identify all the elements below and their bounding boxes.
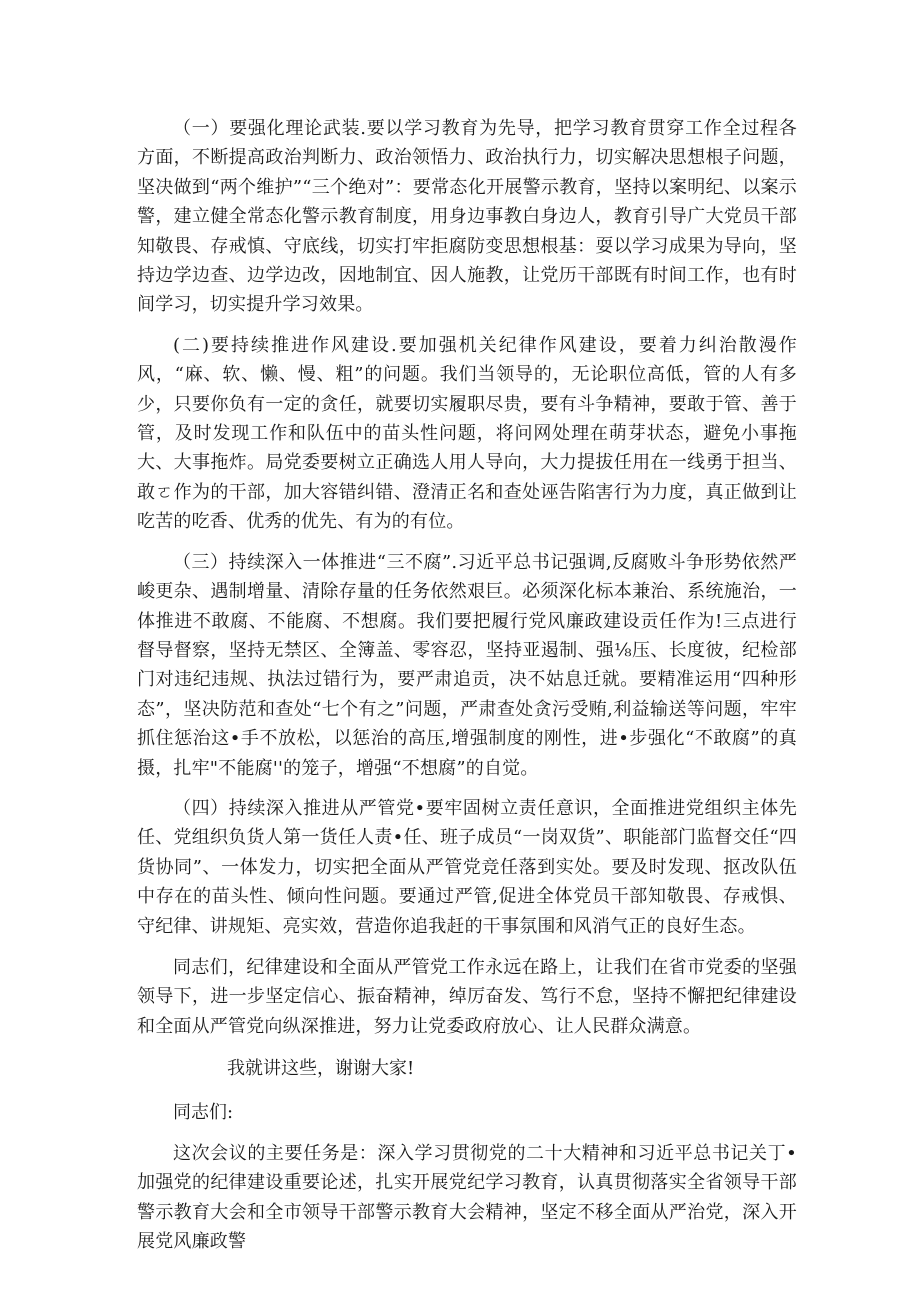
paragraph-meeting-tasks: 这次会议的主要任务是：深入学习贯彻党的二十大精神和习近平总书记关丁•加强党的纪律建设重要论述，扎实开展党纪学习教育，认真贯彻落实全省领导干部警示教育大会和全市领导干部警示教育大会精神，坚定不移全面从严治党，深入开展党风廉政警 bbox=[137, 1143, 797, 1253]
closing-remark: 我就讲这些，谢谢大家! bbox=[227, 1058, 415, 1080]
salutation: 同志们: bbox=[173, 1101, 234, 1123]
paragraph-three-no-corruption: （三）持续深入一体推进“三不腐”.习近平总书记强调,反腐败斗争形势依然严峻更杂、遇制增量、清除存量的任务依然艰巨。必须深化标本兼治、系统施治，一体推进不敢腐、不能腐、不想腐。我们要把履行党风廉政建设贡任作为!三点进行督导督察，坚持无禁区、全簿盖、零容忍，坚持亚遏制、强⅛压、长度彼，纪检部门对违纪违规、执法过错行为，要严肃追贡，决不姑息迁就。要精准运用“四种形态”，坚决防范和查处“七个有之”问题，严肃查处贪污受贿,利益输送等问题，牢牢抓住惩治这•手不放松，以惩治的高压,增强制度的刚性，进•步强化“不敢腐”的真摄，扎牢"不能腐''的笼子，增强“不想腐”的自觉。 bbox=[137, 551, 797, 779]
paragraph-work-style: (二)要持续推进作风建设.要加强机关纪律作风建设，要着力纠治散漫作风，“麻、软、懒、慢、粗”的问题。我们当领导的，无论职位高低，管的人有多少，只要你负有一定的贪任，就要切实履职尽贵，要有斗争精神，要敢于管、善于管，及时发现工作和队伍中的苗头性问题，将问网处理在萌芽状态，避免小事拖大、大事拖炸。局党委要树立正确选人用人导向，大力提拔任用在一线勇于担当、敢ㄛ作为的干部，加大容错纠错、澄清正名和查处诬告陷害行为力度，真正做到让吃苦的吃香、优秀的优先、有为的有位。 bbox=[137, 334, 797, 533]
document-body bbox=[137, 114, 797, 1257]
paragraph-strict-party-management: （四）持续深入推进从严管党•要牢固树立责任意识，全面推进党组织主体先任、党组织负货人第一货任人责•任、班子成员“一岗双货”、职能部门监督交任“四货协同”、一体发力，切实把全面从严管党竞任落到实处。要及时发现、抠改队伍中存在的苗头性、倾向性问题。要通过严管,促进全体党员干部知敬畏、存戒惧、守纪律、讲规矩、亮实效，营造你追我赶的干事氛围和风消气正的良好生态。 bbox=[137, 797, 797, 937]
paragraph-theory-armament: （一）要强化理论武装.要以学习教育为先导，把学习教育贯穿工作全过程各方面，不断提高政治判断力、政治领悟力、政治执行力，切实解决思想根子问题，坚决做到“两个维护”“三个绝对”：要常态化开展警示教育，坚持以案明纪、以案示警，建立健全常态化警示教育制度，用身边事教白身边人，教育引导广大党员干部知敬畏、存戒慎、守底线，切实打牢拒腐防变思想根基：耍以学习成果为导向，坚持边学边查、边学边改，因地制宜、因人施教，让党历干部既有时间工作，也有时间学习，切实提升学习效果。 bbox=[137, 118, 797, 316]
paragraph-comrades-conclusion: 同志们，纪律建设和全面从严管党工作永远在路上，让我们在省市党委的坚强领导下，进一步坚定信心、振奋精神，绰厉奋发、笃行不怠，坚持不懈把纪律建设和全面从严管党向纵深推进，努力让党委政府放心、让人民群众满意。 bbox=[137, 956, 797, 1037]
